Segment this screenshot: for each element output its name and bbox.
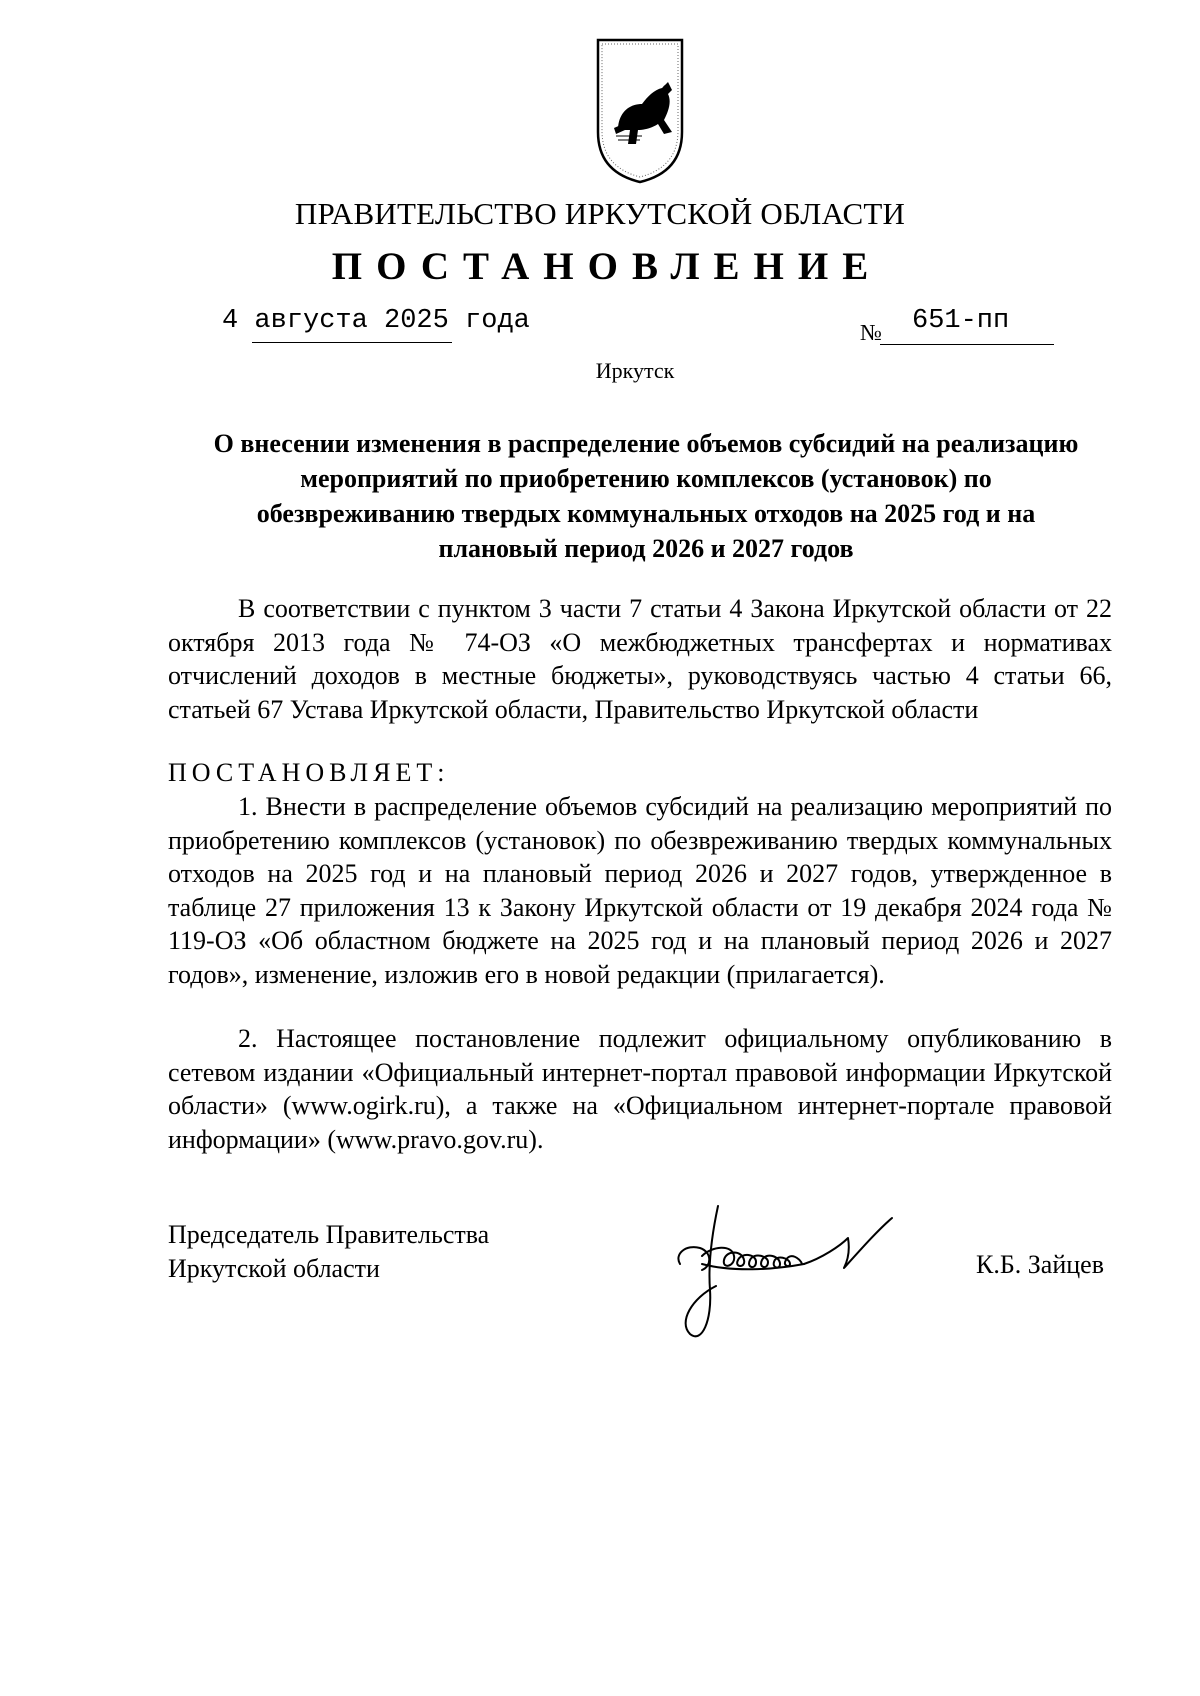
signatory-role-line: Председатель Правительства	[168, 1220, 490, 1249]
document-number: 651-пп	[912, 306, 1010, 336]
preamble-paragraph: В соответствии с пунктом 3 части 7 статьи 4 Закона Иркутской области от 22 октября 2013 года № 74-ОЗ «О межбюджетных трансфертах и нормативах отчислений доходов в местные бюджеты», руководствуясь частью 4 статьи 66, статьей 67 Устава Иркутской области, Правительство Иркутской области	[168, 594, 1112, 724]
government-title: ПРАВИТЕЛЬСТВО ИРКУТСКОЙ ОБЛАСТИ	[294, 196, 906, 231]
document-date: 4 августа 2025 года	[222, 306, 530, 336]
signatory-role-line: Иркутской области	[168, 1254, 380, 1283]
heading-line: мероприятий по приобретению комплексов (установок) по	[300, 464, 992, 493]
number-sign: №	[860, 320, 882, 345]
signatory-name: К.Б. Зайцев	[976, 1250, 1104, 1279]
item-1-paragraph: 1. Внести в распределение объемов субсидий на реализацию мероприятий по приобретению комплексов (установок) по обезвреживанию твердых коммунальных отходов на 2025 год и на плановый период 2026 и 2027 годов, утвержденное в таблице 27 приложения 13 к Закону Иркутской области от 19 декабря 2024 года № 119-ОЗ «Об областном бюджете на 2025 год и на плановый период 2026 и 2027 годов», изменение, изложив его в новой редакции (прилагается).	[168, 792, 1112, 989]
document-heading	[156, 426, 1136, 566]
signatory-role	[168, 1218, 489, 1286]
handwritten-signature	[672, 1194, 952, 1348]
document-type: ПОСТАНОВЛЕНИЕ	[331, 245, 883, 288]
coat-of-arms-icon	[592, 36, 688, 186]
heading-line: плановый период 2026 и 2027 годов	[438, 534, 854, 563]
resolves-label: ПОСТАНОВЛЯЕТ:	[168, 758, 450, 787]
date-underline	[252, 342, 452, 343]
item-2-paragraph: 2. Настоящее постановление подлежит официальному опубликованию в сетевом издании «Официальный интернет-портал правовой информации Иркутской области» (www.ogirk.ru), а также на «Официальном интернет-портале правовой информации» (www.pravo.gov.ru).	[168, 1024, 1112, 1154]
heading-line: О внесении изменения в распределение объемов субсидий на реализацию	[213, 429, 1079, 458]
number-underline	[880, 344, 1054, 345]
heading-line: обезвреживанию твердых коммунальных отходов на 2025 год и на	[256, 499, 1036, 528]
city: Иркутск	[595, 358, 675, 383]
